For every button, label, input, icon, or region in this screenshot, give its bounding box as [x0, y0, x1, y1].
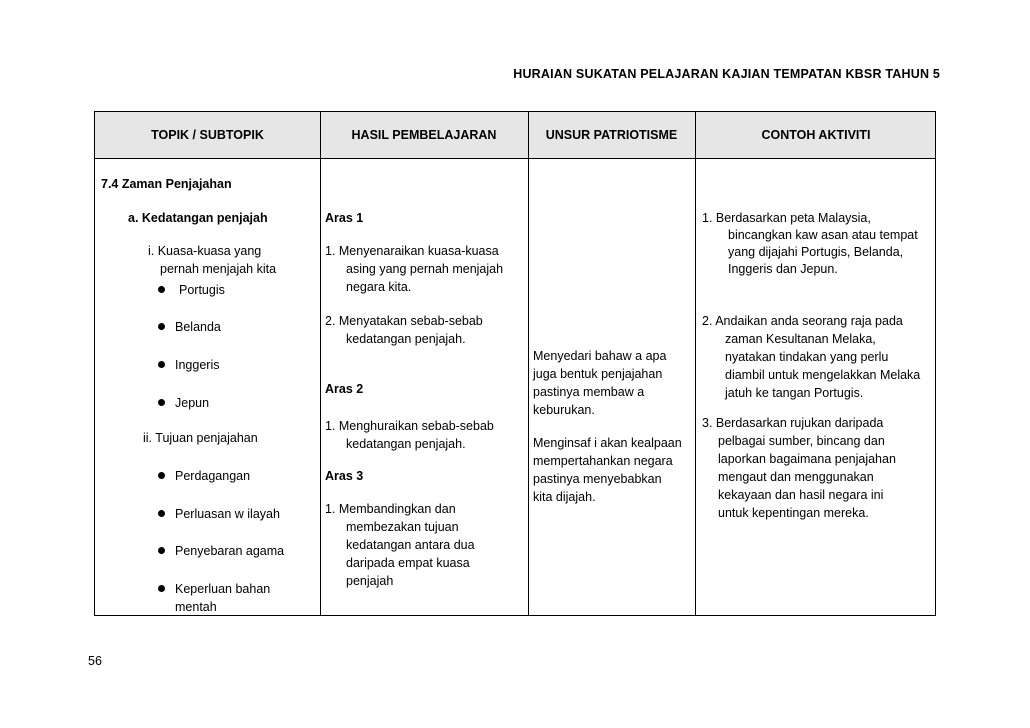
- aktiviti-text: pelbagai sumber, bincang dan: [718, 434, 885, 448]
- patriotisme-text: pastinya membaw a: [533, 385, 645, 399]
- syllabus-table: [94, 111, 936, 616]
- hasil-item: 1. Membandingkan dan: [325, 502, 456, 516]
- patriotisme-text: Menginsaf i akan kealpaan: [533, 436, 682, 450]
- patriotisme-text: kita dijajah.: [533, 490, 596, 504]
- aktiviti-text: 3. Berdasarkan rujukan daripada: [702, 416, 884, 430]
- page-number: 56: [88, 654, 102, 668]
- column-header-hasil: HASIL PEMBELAJARAN: [351, 128, 497, 142]
- subtopic-i-line2: pernah menjajah kita: [160, 262, 277, 276]
- aktiviti-text: mengaut dan menggunakan: [718, 470, 874, 484]
- hasil-item: daripada empat kuasa: [346, 556, 470, 570]
- bullet-icon: [158, 510, 165, 517]
- bullet-icon: [158, 286, 165, 293]
- column-divider: [528, 112, 529, 615]
- column-header-aktiviti: CONTOH AKTIVITI: [761, 128, 871, 142]
- hasil-item: kedatangan penjajah.: [346, 437, 466, 451]
- bullet-icon: [158, 585, 165, 592]
- subtopic-a: a. Kedatangan penjajah: [128, 211, 268, 225]
- list-item: Perluasan w ilayah: [158, 508, 280, 521]
- topic-title: 7.4 Zaman Penjajahan: [101, 177, 232, 191]
- list-item: Keperluan bahan: [158, 583, 270, 596]
- aktiviti-text: Inggeris dan Jepun.: [728, 262, 838, 276]
- aras-3-label: Aras 3: [325, 469, 364, 483]
- patriotisme-text: mempertahankan negara: [533, 454, 673, 468]
- hasil-item: membezakan tujuan: [346, 520, 459, 534]
- list-item-continuation: mentah: [175, 600, 217, 614]
- column-header-patriotisme: UNSUR PATRIOTISME: [545, 128, 678, 142]
- aras-1-label: Aras 1: [325, 211, 364, 225]
- bullet-icon: [158, 399, 165, 406]
- aktiviti-text: 1. Berdasarkan peta Malaysia,: [702, 211, 871, 225]
- hasil-item: kedatangan penjajah.: [346, 332, 466, 346]
- patriotisme-text: Menyedari bahaw a apa: [533, 349, 667, 363]
- bullet-icon: [158, 361, 165, 368]
- aktiviti-text: zaman Kesultanan Melaka,: [725, 332, 876, 346]
- list-item: Jepun: [158, 397, 209, 410]
- list-item: Inggeris: [158, 359, 219, 372]
- aktiviti-text: laporkan bagaimana penjajahan: [718, 452, 896, 466]
- hasil-item: penjajah: [346, 574, 394, 588]
- aktiviti-text: bincangkan kaw asan atau tempat: [728, 228, 918, 242]
- hasil-item: 1. Menghuraikan sebab-sebab: [325, 419, 494, 433]
- bullet-icon: [158, 323, 165, 330]
- document-header: HURAIAN SUKATAN PELAJARAN KAJIAN TEMPATAN KBSR TAHUN 5: [513, 67, 940, 81]
- patriotisme-text: juga bentuk penjajahan: [533, 367, 663, 381]
- bullet-icon: [158, 472, 165, 479]
- aktiviti-text: yang dijajahi Portugis, Belanda,: [728, 245, 904, 259]
- patriotisme-text: pastinya menyebabkan: [533, 472, 662, 486]
- subtopic-i-line1: i. Kuasa-kuasa yang: [148, 244, 262, 258]
- list-item: Penyebaran agama: [158, 545, 284, 558]
- hasil-item: 1. Menyenaraikan kuasa-kuasa: [325, 244, 499, 258]
- bullet-icon: [158, 547, 165, 554]
- aktiviti-text: 2. Andaikan anda seorang raja pada: [702, 314, 903, 328]
- aktiviti-text: diambil untuk mengelakkan Melaka: [725, 368, 921, 382]
- column-header-topik: TOPIK / SUBTOPIK: [151, 128, 264, 142]
- list-item: Belanda: [158, 321, 221, 334]
- patriotisme-text: keburukan.: [533, 403, 595, 417]
- aktiviti-text: kekayaan dan hasil negara ini: [718, 488, 884, 502]
- aras-2-label: Aras 2: [325, 382, 364, 396]
- aktiviti-text: nyatakan tindakan yang perlu: [725, 350, 889, 364]
- hasil-item: 2. Menyatakan sebab-sebab: [325, 314, 483, 328]
- list-item: Portugis: [158, 284, 225, 297]
- hasil-item: negara kita.: [346, 280, 412, 294]
- list-item: Perdagangan: [158, 470, 250, 483]
- aktiviti-text: jatuh ke tangan Portugis.: [725, 386, 864, 400]
- aktiviti-text: untuk kepentingan mereka.: [718, 506, 869, 520]
- hasil-item: asing yang pernah menjajah: [346, 262, 504, 276]
- subtopic-ii: ii. Tujuan penjajahan: [143, 431, 258, 445]
- column-divider: [695, 112, 696, 615]
- column-divider: [320, 112, 321, 615]
- hasil-item: kedatangan antara dua: [346, 538, 475, 552]
